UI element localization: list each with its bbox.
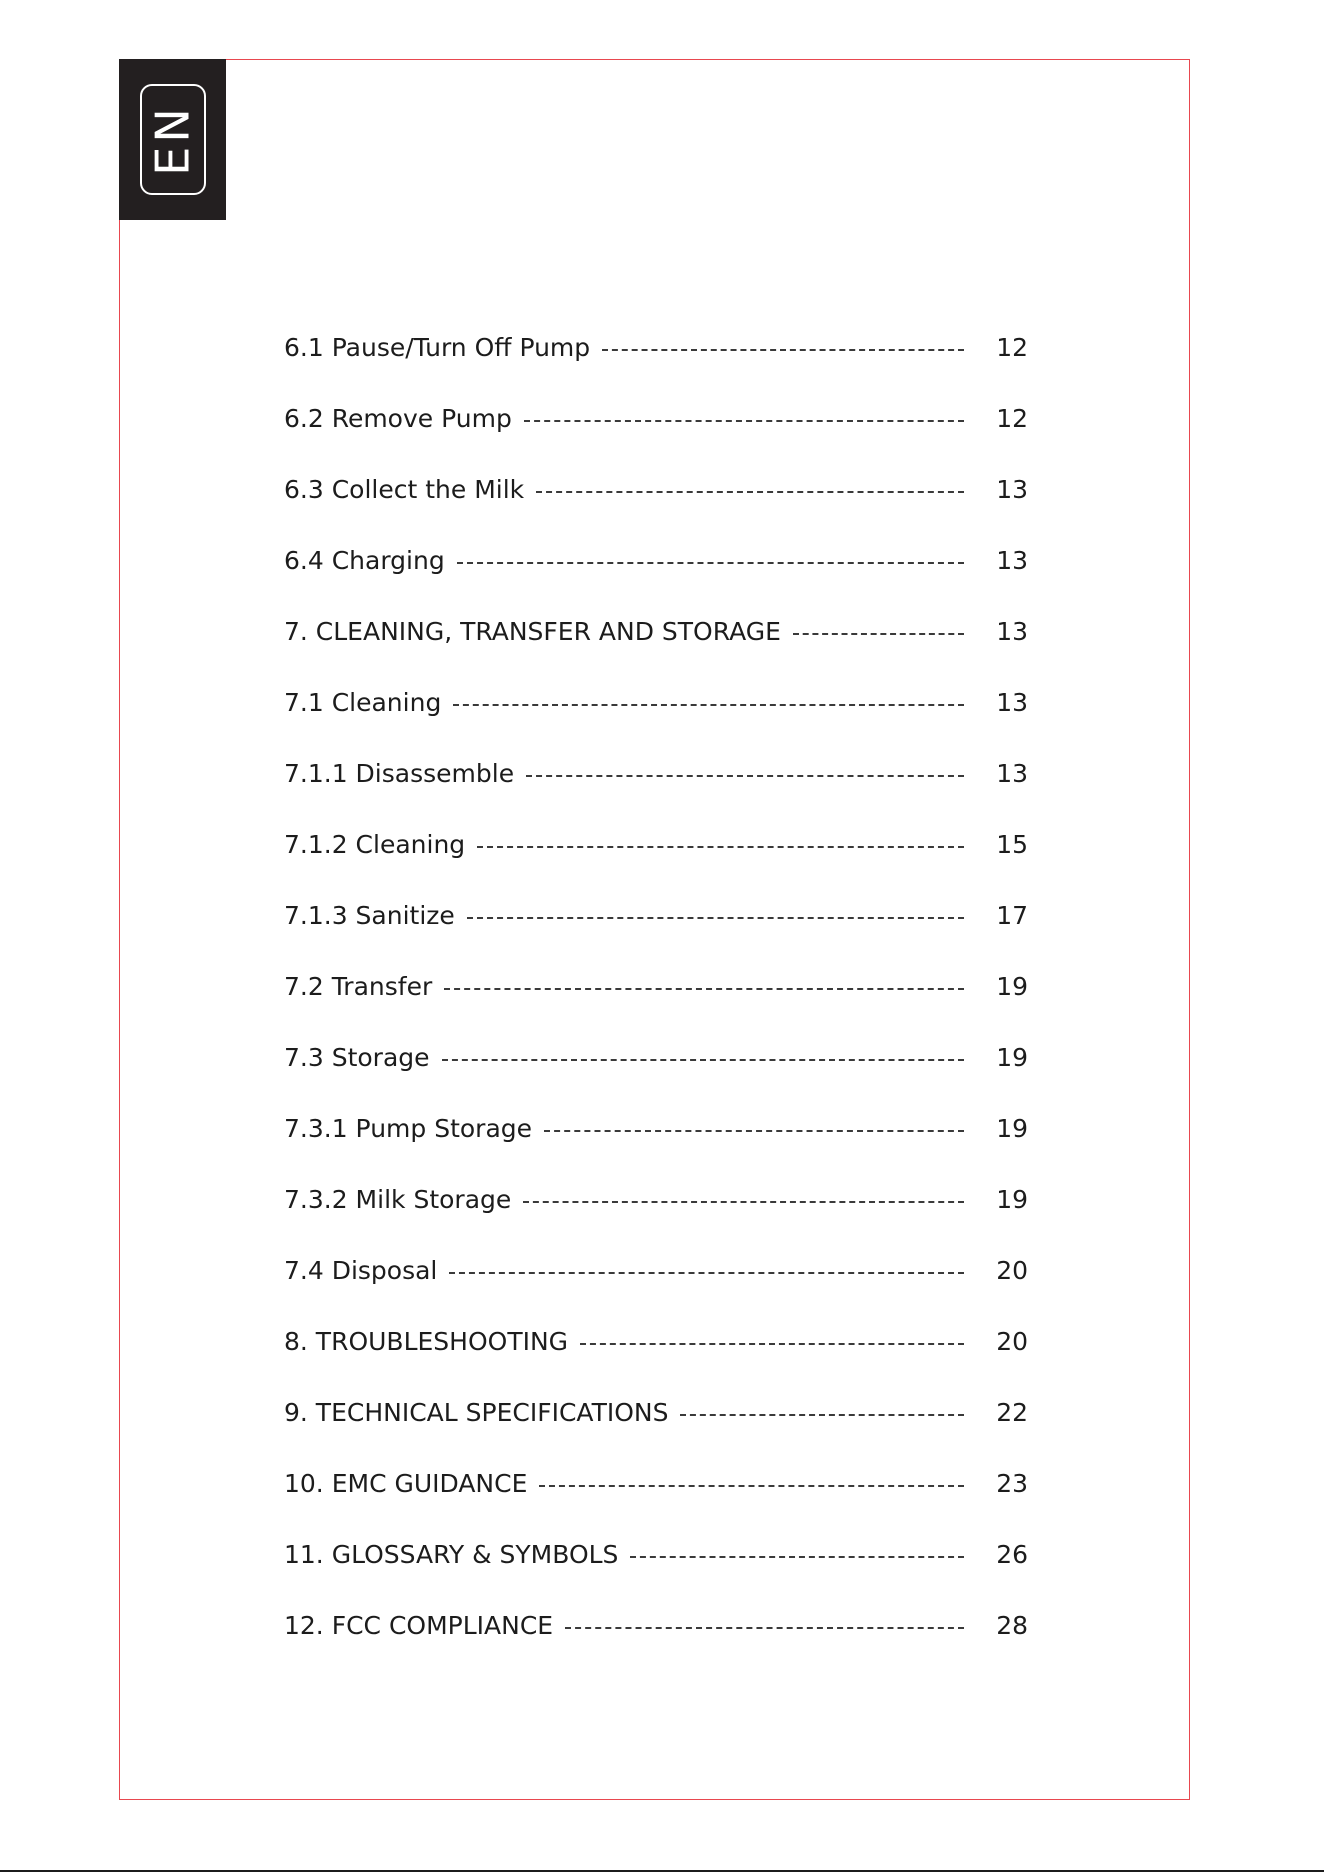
toc-entry-label: 7.1.3 Sanitize (284, 901, 455, 930)
toc-dot-leader (457, 562, 964, 564)
toc-entry-label: 6.4 Charging (284, 546, 445, 575)
toc-dot-leader (449, 1272, 964, 1274)
toc-entry-page-number: 15 (996, 830, 1028, 859)
toc-entry-page-number: 13 (996, 475, 1028, 504)
toc-entry-page-number: 28 (996, 1611, 1028, 1640)
toc-entry-page-number: 19 (996, 1185, 1028, 1214)
toc-entry-page-number: 19 (996, 1114, 1028, 1143)
toc-entry-page-number: 12 (996, 333, 1028, 362)
toc-dot-leader (536, 491, 964, 493)
toc-dot-leader (526, 775, 964, 777)
toc-entry[interactable] (284, 667, 1028, 738)
toc-entry-label: 9. TECHNICAL SPECIFICATIONS (284, 1398, 669, 1427)
toc-entry[interactable] (284, 1093, 1028, 1164)
toc-entry[interactable] (284, 738, 1028, 809)
toc-dot-leader (477, 846, 964, 848)
toc-entry-label: 7.1.1 Disassemble (284, 759, 515, 788)
toc-entry-page-number: 19 (996, 972, 1028, 1001)
toc-entry[interactable] (284, 809, 1028, 880)
toc-dot-leader (580, 1343, 964, 1345)
toc-entry-page-number: 20 (996, 1327, 1028, 1356)
table-of-contents (284, 312, 1028, 1661)
language-tab (119, 59, 226, 220)
toc-dot-leader (680, 1414, 964, 1416)
toc-entry-page-number: 22 (996, 1398, 1028, 1427)
toc-entry[interactable] (284, 1519, 1028, 1590)
toc-entry-label: 7.3.1 Pump Storage (284, 1114, 533, 1143)
toc-entry[interactable] (284, 312, 1028, 383)
toc-entry[interactable] (284, 1164, 1028, 1235)
toc-entry-label: 7.3 Storage (284, 1043, 430, 1072)
toc-entry-label: 7.1.2 Cleaning (284, 830, 466, 859)
toc-entry[interactable] (284, 1306, 1028, 1377)
toc-entry-label: 7.1 Cleaning (284, 688, 442, 717)
toc-dot-leader (523, 1201, 964, 1203)
toc-entry-label: 6.1 Pause/Turn Off Pump (284, 333, 591, 362)
toc-dot-leader (793, 633, 964, 635)
toc-entry-page-number: 13 (996, 617, 1028, 646)
toc-dot-leader (602, 349, 964, 351)
toc-entry-page-number: 13 (996, 759, 1028, 788)
toc-entry[interactable] (284, 596, 1028, 667)
toc-entry-label: 7.2 Transfer (284, 972, 433, 1001)
toc-entry[interactable] (284, 1448, 1028, 1519)
toc-dot-leader (442, 1059, 964, 1061)
toc-entry[interactable] (284, 454, 1028, 525)
toc-dot-leader (524, 420, 964, 422)
toc-entry[interactable] (284, 1377, 1028, 1448)
toc-entry-label: 7.4 Disposal (284, 1256, 438, 1285)
toc-dot-leader (539, 1485, 964, 1487)
toc-entry-page-number: 20 (996, 1256, 1028, 1285)
toc-entry[interactable] (284, 1590, 1028, 1661)
toc-entry-label: 7.3.2 Milk Storage (284, 1185, 512, 1214)
toc-entry-label: 7. CLEANING, TRANSFER AND STORAGE (284, 617, 781, 646)
toc-dot-leader (630, 1556, 964, 1558)
toc-entry-page-number: 26 (996, 1540, 1028, 1569)
toc-entry[interactable] (284, 1235, 1028, 1306)
toc-entry-label: 12. FCC COMPLIANCE (284, 1611, 554, 1640)
toc-dot-leader (467, 917, 964, 919)
toc-entry-label: 11. GLOSSARY & SYMBOLS (284, 1540, 619, 1569)
toc-entry[interactable] (284, 383, 1028, 454)
toc-entry-page-number: 13 (996, 546, 1028, 575)
toc-dot-leader (565, 1627, 964, 1629)
toc-dot-leader (544, 1130, 964, 1132)
toc-entry[interactable] (284, 951, 1028, 1022)
language-label: EN (145, 103, 200, 176)
toc-entry-label: 6.2 Remove Pump (284, 404, 512, 433)
toc-entry-label: 10. EMC GUIDANCE (284, 1469, 528, 1498)
toc-entry[interactable] (284, 1022, 1028, 1093)
toc-dot-leader (453, 704, 964, 706)
toc-entry[interactable] (284, 880, 1028, 951)
language-badge (140, 84, 206, 195)
toc-entry-page-number: 19 (996, 1043, 1028, 1072)
toc-entry-label: 6.3 Collect the Milk (284, 475, 525, 504)
toc-dot-leader (444, 988, 964, 990)
toc-entry-page-number: 17 (996, 901, 1028, 930)
toc-entry-page-number: 13 (996, 688, 1028, 717)
toc-entry-label: 8. TROUBLESHOOTING (284, 1327, 569, 1356)
toc-entry-page-number: 23 (996, 1469, 1028, 1498)
toc-entry[interactable] (284, 525, 1028, 596)
toc-entry-page-number: 12 (996, 404, 1028, 433)
